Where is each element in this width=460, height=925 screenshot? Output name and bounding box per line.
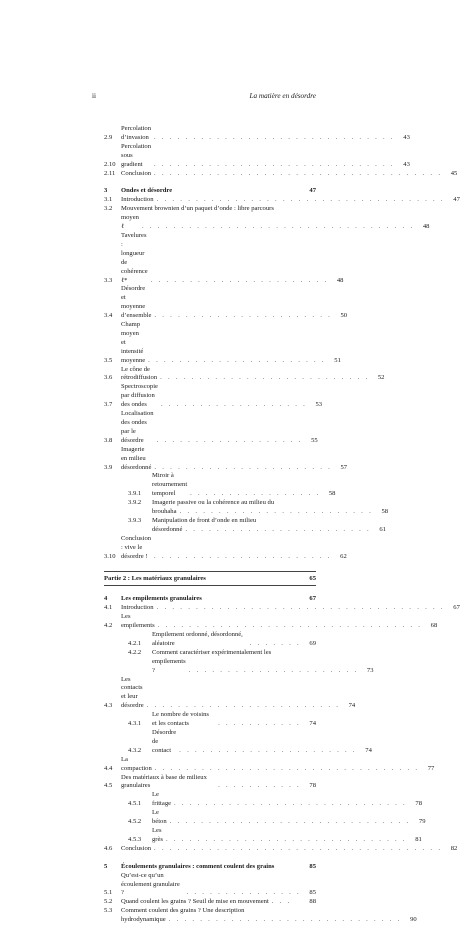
leader-dots: . . . . . . . . . . . . . . . . . . . . . . . . . . . . . . . . . . . . . [154, 844, 443, 852]
entry-title: Tavelures : longueur de cohérence ℓ* [121, 231, 148, 284]
leader-dots: . . . [271, 898, 292, 906]
entry-title: Introduction [121, 604, 154, 612]
entry-title: La compaction [121, 755, 152, 772]
entry-number: 5.2 [104, 898, 113, 906]
chapter-number: 3 [104, 187, 108, 195]
toc-entry[interactable] [104, 648, 374, 676]
entry-number: 4.2 [104, 622, 113, 630]
entry-title: Localisation des ondes par le désordre [121, 410, 154, 444]
entry-page: 79 [418, 818, 426, 826]
entry-number: 4.5.1 [128, 800, 142, 808]
entry-page: 43 [403, 133, 410, 141]
entry-number: 4.4 [104, 764, 113, 772]
entry-title: Les grès [152, 826, 163, 843]
entry-title-cont: brouhaha [152, 508, 177, 516]
entry-number: 3.8 [104, 436, 113, 444]
entry-page: 81 [415, 835, 422, 843]
toc-entry[interactable] [104, 604, 460, 613]
entry-title: Désordre et moyenne d’ensemble [121, 285, 152, 320]
entry-page: 53 [315, 401, 323, 409]
entry-title: Le frittage [152, 791, 172, 808]
entry-number: 3.7 [104, 401, 113, 409]
entry-number: 5.3 [104, 907, 113, 915]
entry-title: Conclusion [121, 169, 152, 177]
entry-page: 45 [450, 169, 458, 177]
entry-title-cont: hydrodynamique [121, 916, 166, 924]
leader-dots: . . . . . . . . . . . . . . . . . . . [161, 401, 308, 409]
entry-number: 2.10 [104, 160, 116, 168]
entry-number: 4.6 [104, 844, 113, 852]
toc-chapter[interactable] [104, 863, 316, 872]
toc-entry[interactable] [104, 125, 410, 143]
leader-dots: . . . . . . . . . . . . . . . . . . . . . . . . . . . . . . . . . . . . . [156, 196, 445, 204]
entry-title: Miroir à retournement temporel [152, 472, 188, 498]
entry-title: Conclusion : vive le désordre ! [121, 534, 152, 560]
entry-number: 2.11 [104, 169, 116, 177]
entry-title: Introduction [121, 196, 154, 204]
entry-title: Mouvement brownien d’un paquet d’onde : libre parcours [121, 205, 274, 213]
entry-number: 4.1 [104, 604, 113, 612]
leader-dots: . . . . . . . . . . . [218, 782, 301, 790]
entry-page: 48 [422, 223, 430, 231]
leader-dots: . . . . . . . . . . . . . . . . . . . . . . . [179, 746, 357, 754]
entry-number: 4.5.3 [128, 835, 142, 843]
entry-title-cont: empilements ? [152, 657, 186, 674]
toc-entry[interactable] [104, 631, 316, 649]
entry-number: 3.4 [104, 312, 113, 320]
entry-page: 74 [348, 702, 356, 710]
entry-title: Le béton [152, 809, 167, 826]
entry-page: 51 [334, 356, 341, 364]
leader-dots: . . . . . . . . . . . . . . . . . . . . . . . . [185, 525, 371, 533]
chapter-page: 67 [309, 595, 316, 603]
toc-entry[interactable] [104, 729, 372, 756]
leader-dots: . . . . . . . . . . . . . . . . . . . . . . . . . . . . . . . . . . . . . [154, 169, 443, 177]
entry-number: 4.5 [104, 782, 113, 790]
toc-entry[interactable] [104, 472, 336, 499]
entry-page: 73 [366, 666, 374, 674]
toc-entry[interactable] [104, 844, 458, 854]
entry-number: 5.1 [104, 889, 113, 897]
leader-dots: . . . . . . . . . . . . . . . . . . . . . . . . . . . . . . . [165, 835, 407, 843]
toc-entry[interactable] [104, 872, 316, 899]
part-title: Partie 2 : Les matériaux granulaires [104, 574, 206, 582]
leader-dots: . . . . . . . . . . . . . . . . . . . . . . . [154, 463, 333, 471]
leader-dots: . . . . . . . . . . . . . . . . . . . . . . . . . [146, 702, 341, 710]
toc-entry[interactable] [104, 755, 435, 774]
leader-dots: . . . . . . . . . . . . . . . . . . . . . . . . . . . . . . . [154, 160, 395, 168]
running-title: La matière en désordre [249, 92, 316, 100]
leader-dots: . . . . . . . . . . . . . . . . . . . . . . . . . . . . . . . . . . . . . [156, 604, 445, 612]
leader-dots: . . . . . . . . . . . . . . . . . . . [156, 436, 303, 444]
toc-entry[interactable] [104, 410, 316, 446]
entry-page: 74 [365, 746, 372, 754]
entry-page: 43 [403, 160, 410, 168]
entry-title: Comment caractériser expérimentalement les [152, 648, 272, 656]
entry-number: 3.6 [104, 374, 113, 382]
entry-page: 88 [309, 898, 316, 906]
entry-number: 3.9.3 [128, 516, 142, 524]
entry-title: Manipulation de front d’onde en milieu [152, 516, 257, 524]
toc-entry[interactable] [104, 169, 458, 179]
entry-page: 68 [430, 622, 438, 630]
leader-dots: . . . . . . . . . . . . . . . . . . . . . . . [154, 552, 332, 560]
entry-page: 85 [309, 889, 316, 897]
entry-number: 3.3 [104, 276, 113, 284]
entry-title: Le nombre de voisins et les contacts [152, 711, 209, 728]
entry-title-cont: désordonné [152, 525, 183, 533]
toc-chapter[interactable] [104, 595, 316, 604]
toc-entry[interactable] [104, 534, 347, 562]
entry-title: Imagerie en milieu désordonné [121, 445, 152, 471]
leader-dots: . . . . . . . [249, 639, 301, 647]
entry-title: Des matériaux à base de milieux granulaires [121, 773, 207, 790]
entry-page: 62 [340, 552, 347, 560]
toc-entry[interactable] [104, 675, 356, 712]
toc-entry[interactable] [104, 711, 316, 729]
entry-page: 50 [340, 312, 348, 320]
entry-page: 52 [377, 374, 385, 382]
entry-number: 3.10 [104, 552, 116, 560]
entry-page: 78 [309, 782, 316, 790]
entry-number: 3.9.1 [128, 490, 142, 498]
entry-number: 4.5.2 [128, 818, 142, 826]
entry-number: 2.9 [104, 133, 113, 141]
toc-part[interactable] [104, 571, 316, 587]
toc-entry[interactable] [104, 613, 438, 631]
leader-dots: . . . . . . . . . . . . . . . . . . . . . . . . . . . [160, 374, 370, 382]
entry-page: 67 [453, 604, 460, 612]
leader-dots: . . . . . . . . . . . . . . . . . . . . . . [188, 666, 359, 674]
entry-page: 77 [427, 764, 435, 772]
leader-dots: . . . . . . . . . . . . . . . . . . . . . . . . . . . . . . . . . . [157, 622, 423, 630]
entry-title: Comment coulent des grains ? Une description [121, 907, 245, 915]
entry-title: Imagerie passive ou la cohérence au milieu du [152, 499, 275, 507]
entry-title: Les empilements [121, 613, 155, 630]
entry-number: 3.9 [104, 463, 113, 471]
chapter-page: 47 [309, 187, 316, 195]
chapter-number: 4 [104, 595, 108, 603]
entry-page: 58 [381, 508, 389, 516]
chapter-title: Écoulements granulaires : comment coulent des grains [121, 862, 275, 870]
toc-entry[interactable] [104, 231, 344, 285]
toc-entry[interactable] [104, 791, 422, 809]
leader-dots: . . . . . . . . . . . . . . . . . . . . . . . . . [179, 508, 374, 516]
leader-dots: . . . . . . . . . . . . . . . . . . . . . . . . . . . . . . [174, 800, 407, 808]
entry-page: 57 [340, 463, 348, 471]
entry-page: 90 [410, 916, 417, 924]
entry-title: Conclusion [121, 844, 152, 852]
entry-title: Spectroscopie par diffusion des ondes [121, 383, 158, 409]
toc-entry[interactable] [104, 445, 348, 473]
entry-title: Quand coulent les grains ? Seuil de mise en mouvement [121, 898, 269, 906]
toc-entry[interactable] [104, 365, 385, 384]
part-page: 65 [309, 574, 316, 582]
entry-title: Le cône de rétrodiffusion [121, 365, 158, 382]
leader-dots: . . . . . . . . . . . . . . . . . . . . . . . . . . . . . . . . . . [154, 764, 420, 772]
leader-dots: . . . . . . . . . . . . . . . . . . . . . . . [148, 356, 326, 364]
toc-entry[interactable] [104, 898, 316, 907]
toc-entry[interactable] [104, 321, 341, 366]
leader-dots: . . . . . . . . . . . . . . . . . . . . . . . . . . . . . . [168, 916, 402, 924]
leader-dots: . . . . . . . . . . . . . . . . . . . . . . . . . . . . . . . [154, 133, 395, 141]
chapter-page: 85 [309, 862, 316, 870]
entry-number: 3.9.2 [128, 499, 142, 507]
entry-title-cont: moyen ℓ [121, 214, 139, 231]
entry-title: Les contacts et leur désordre [121, 675, 144, 710]
leader-dots: . . . . . . . . . . . . . . . . . . . . . . . [150, 276, 329, 284]
entry-page: 55 [311, 436, 318, 444]
toc-entry[interactable] [104, 383, 323, 410]
entry-title: Champ moyen et intensité moyenne [121, 321, 146, 364]
entry-title: Qu’est-ce qu’un écoulement granulaire ? [121, 871, 180, 897]
toc-entry[interactable] [104, 499, 389, 517]
toc-entry[interactable] [104, 285, 348, 321]
leader-dots: . . . . . . . . . . . . . . . . . . . . . . . [154, 312, 333, 320]
entry-title: Désordre de contact [152, 729, 177, 754]
entry-number: 3.1 [104, 196, 113, 204]
entry-number: 3.2 [104, 205, 113, 213]
entry-title: Percolation sous gradient [121, 142, 152, 168]
leader-dots: . . . . . . . . . . . . . . . . . . . . . . . . . . . . . . . . . . . [141, 223, 415, 231]
entry-page: 69 [309, 639, 316, 647]
entry-title: Empilement ordonné, désordonné, aléatoire [152, 631, 243, 647]
leader-dots: . . . . . . . . . . . . . . . . . . . . . . . . . . . . . . . [169, 818, 411, 826]
toc-entry[interactable] [104, 516, 386, 535]
entry-number: 4.3.2 [128, 746, 142, 754]
chapter-title: Les empilements granulaires [121, 595, 202, 603]
entry-title: Percolation d’invasion [121, 125, 152, 141]
chapter-title: Ondes et désordre [121, 187, 173, 195]
page-number: ii [92, 92, 96, 100]
toc-entry[interactable] [104, 907, 417, 925]
toc-entry[interactable] [104, 142, 410, 170]
entry-page: 61 [379, 525, 386, 533]
entry-number: 4.2.2 [128, 648, 142, 656]
entry-number: 4.3 [104, 702, 113, 710]
toc-entry[interactable] [104, 774, 316, 792]
entry-page: 48 [336, 276, 344, 284]
leader-dots: . . . . . . . . . . . [218, 720, 301, 728]
chapter-number: 5 [104, 862, 108, 870]
entry-number: 4.3.1 [128, 720, 142, 728]
entry-page: 74 [309, 720, 316, 728]
toc-entry[interactable] [104, 809, 426, 827]
toc-entry[interactable] [104, 826, 422, 845]
entry-page: 47 [453, 196, 460, 204]
page-header [92, 92, 316, 102]
toc-entry[interactable] [104, 196, 460, 205]
entry-page: 58 [328, 490, 336, 498]
toc-chapter[interactable] [104, 187, 316, 196]
entry-page: 78 [415, 800, 422, 808]
leader-dots: . . . . . . . . . . . . . . . [186, 889, 301, 897]
entry-number: 3.5 [104, 356, 113, 364]
entry-page: 82 [450, 844, 458, 852]
table-of-contents [104, 125, 460, 925]
leader-dots: . . . . . . . . . . . . . . . . . [190, 490, 321, 498]
toc-entry[interactable] [104, 205, 430, 232]
entry-number: 4.2.1 [128, 639, 142, 647]
